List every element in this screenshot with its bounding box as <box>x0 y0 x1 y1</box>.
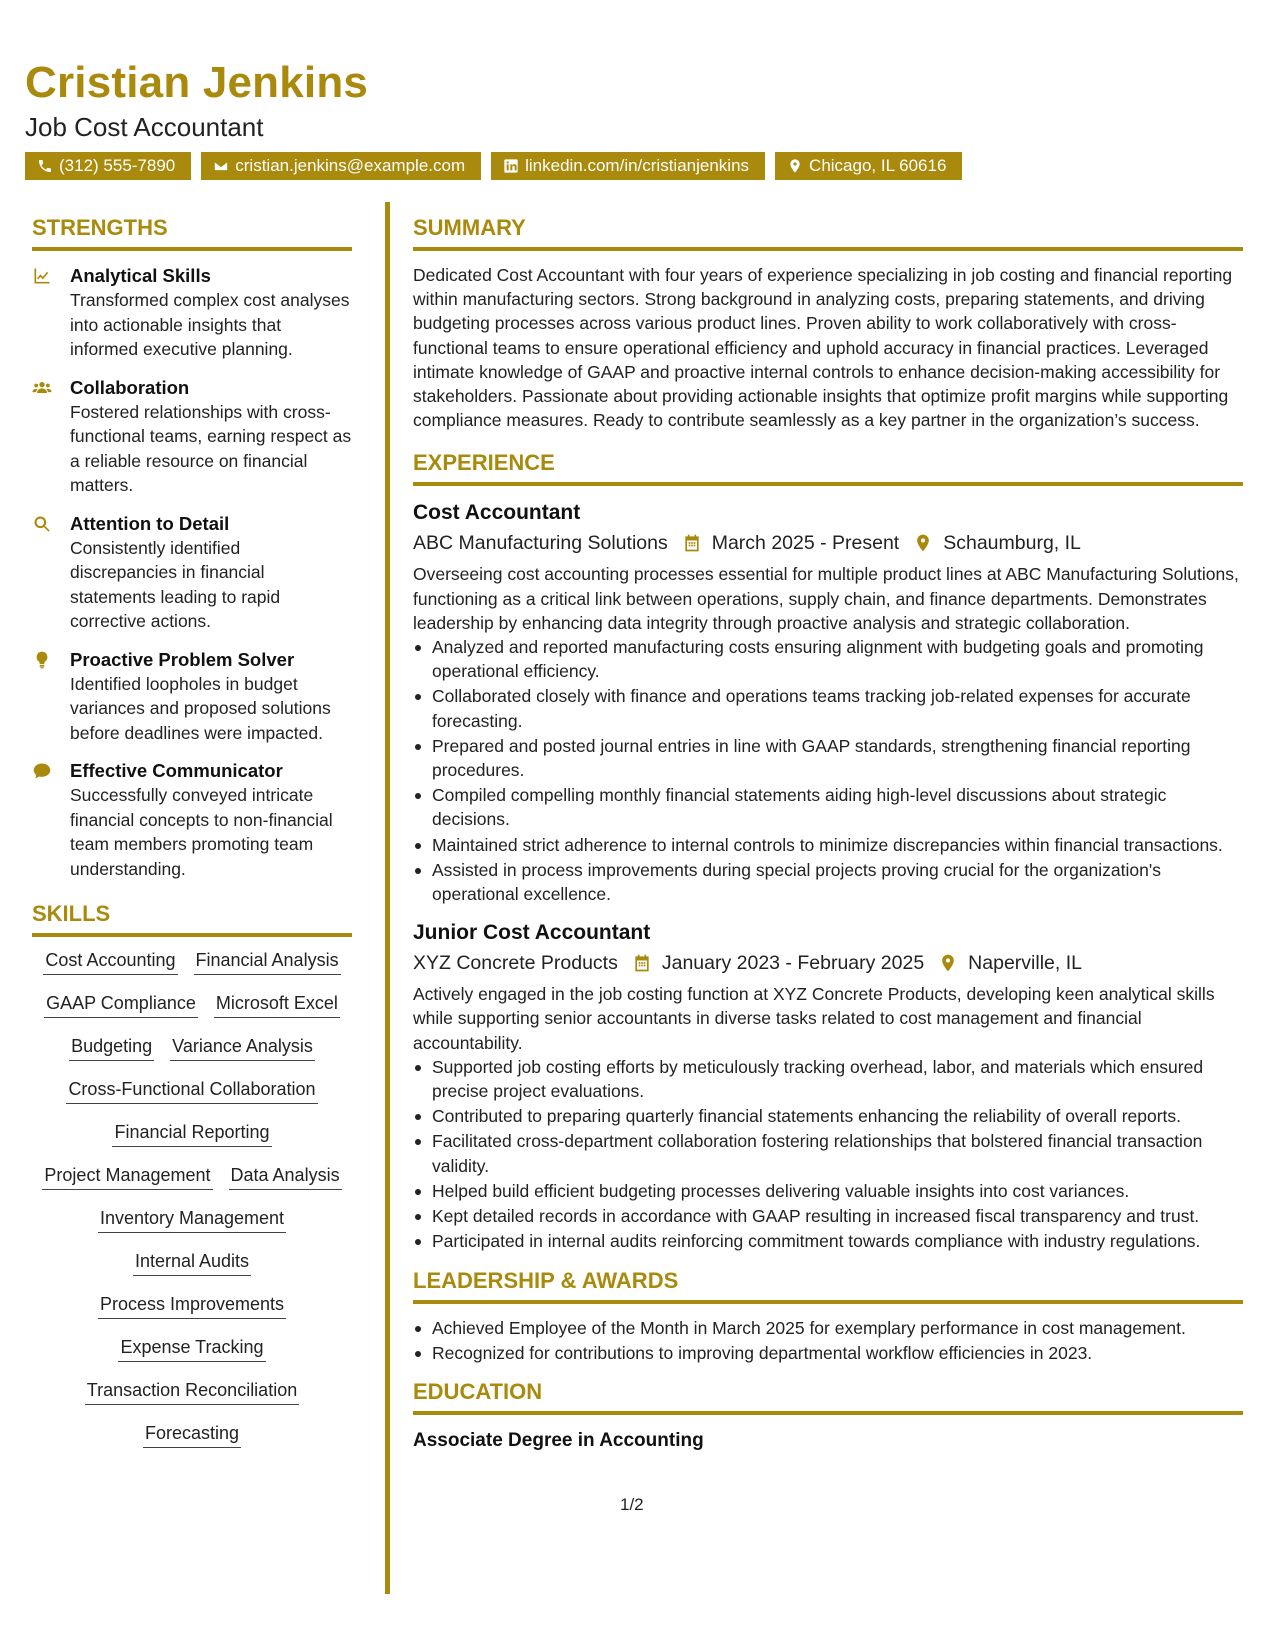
job-bullets <box>413 635 1243 906</box>
left-column <box>32 215 352 1465</box>
skills-list <box>32 949 352 1465</box>
education-degree: Associate Degree in Accounting <box>413 1429 704 1451</box>
strength-title: Collaboration <box>70 376 190 398</box>
education-heading: EDUCATION <box>413 1379 1243 1415</box>
strength-description: Consistently identified discrepancies in financial statements leading to rapid corrective actions. <box>70 537 281 631</box>
job-bullet: Prepared and posted journal entries in line with GAAP standards, strengthening financial reporting procedures. <box>413 734 1243 782</box>
lightbulb-icon <box>32 647 70 746</box>
strength-description: Successfully conveyed intricate financial concepts to non-financial team members promoting team understanding. <box>70 785 333 879</box>
right-column <box>413 215 1243 1455</box>
map-pin-icon <box>938 953 958 973</box>
skill-tag: Inventory Management <box>98 1207 286 1233</box>
skill-tag: Internal Audits <box>133 1250 251 1276</box>
skill-tag: Forecasting <box>143 1422 241 1448</box>
skill-tag: Cost Accounting <box>43 949 177 975</box>
job-bullet: Analyzed and reported manufacturing costs ensuring alignment with budgeting goals and promoting operational efficiency. <box>413 635 1243 683</box>
map-pin-icon <box>787 158 803 174</box>
job-bullet: Supported job costing efforts by meticulously tracking overhead, labor, and materials which ensured precise project evaluations. <box>413 1055 1243 1103</box>
candidate-title: Job Cost Accountant <box>25 112 264 142</box>
skill-tag: Financial Analysis <box>194 949 341 975</box>
job-bullet: Assisted in process improvements during special projects proving crucial for the organization's operational excellence. <box>413 858 1243 906</box>
speech-bubble-icon <box>32 758 70 881</box>
job-bullet: Participated in internal audits reinforcing commitment towards compliance with industry regulations. <box>413 1229 1243 1253</box>
calendar-icon <box>682 533 702 553</box>
strength-description: Fostered relationships with cross-functional teams, earning respect as a reliable resource on financial matters. <box>70 401 352 495</box>
chart-line-icon <box>32 263 70 362</box>
job-description: Actively engaged in the job costing function at XYZ Concrete Products, developing keen analytical skills while supporting senior accountants in diverse tasks related to cost management and financial accountability. <box>413 984 1215 1053</box>
strengths-heading: STRENGTHS <box>32 215 352 251</box>
skill-tag: GAAP Compliance <box>44 992 198 1018</box>
job-dates: March 2025 - Present <box>711 532 900 555</box>
linkedin-icon <box>503 158 519 174</box>
map-pin-icon <box>913 533 933 553</box>
contact-email[interactable] <box>201 152 481 180</box>
contact-phone-text: (312) 555-7890 <box>59 156 176 175</box>
skill-tag: Cross-Functional Collaboration <box>66 1078 317 1104</box>
leadership-heading: LEADERSHIP & AWARDS <box>413 1268 1243 1304</box>
job-bullet: Facilitated cross-department collaboration fostering relationships that bolstered financial transaction validity. <box>413 1129 1243 1177</box>
contact-bar <box>25 152 962 180</box>
leadership-item: Achieved Employee of the Month in March 2025 for exemplary performance in cost management. <box>413 1316 1243 1340</box>
job-bullet: Helped build efficient budgeting processes delivering valuable insights into cost variances. <box>413 1179 1243 1203</box>
envelope-icon <box>213 158 229 174</box>
job-meta <box>413 948 1243 978</box>
strength-title: Effective Communicator <box>70 760 283 781</box>
contact-phone[interactable] <box>25 152 191 180</box>
job-location: Naperville, IL <box>968 952 1082 975</box>
job-dates: January 2023 - February 2025 <box>661 952 925 975</box>
strength-item <box>32 263 352 362</box>
job-bullets <box>413 1055 1243 1254</box>
job-bullet: Collaborated closely with finance and operations teams tracking job-related expenses for accurate forecasting. <box>413 684 1243 732</box>
contact-linkedin-text: linkedin.com/in/cristianjenkins <box>525 156 750 175</box>
skill-tag: Financial Reporting <box>112 1121 271 1147</box>
search-icon <box>32 511 70 634</box>
column-divider <box>385 202 390 1594</box>
summary-text: Dedicated Cost Accountant with four years of experience specializing in job costing and financial reporting within manufacturing sectors. Strong background in analyzing costs, preparing statements, and driving budgeting processes across various product lines. Proven ability to work collaboratively with cross-functional teams to ensure operational efficiency and uphold accuracy in financial practices. Leveraged intimate knowledge of GAAP and proactive internal controls to enhance decision-making accessibility for stakeholders. Passionate about providing actionable insights that optimize profit margins while supporting compliance measures. Ready to contribute seamlessly as a key partner in the organization’s success. <box>413 265 1233 431</box>
experience-heading: EXPERIENCE <box>413 450 1243 486</box>
skill-tag: Data Analysis <box>229 1164 342 1190</box>
contact-linkedin[interactable] <box>491 152 765 180</box>
job-entry <box>413 918 1243 1253</box>
summary-heading: SUMMARY <box>413 215 1243 251</box>
job-title: Junior Cost Accountant <box>413 921 651 945</box>
strength-title: Proactive Problem Solver <box>70 648 295 670</box>
skill-tag: Microsoft Excel <box>214 992 340 1018</box>
skills-heading: SKILLS <box>32 901 352 937</box>
leadership-list <box>413 1316 1243 1365</box>
job-bullet: Kept detailed records in accordance with GAAP resulting in increased fiscal transparency and trust. <box>413 1204 1243 1228</box>
strength-description: Identified loopholes in budget variances and proposed solutions before deadlines were impacted. <box>70 673 331 743</box>
phone-icon <box>37 158 53 174</box>
strength-title: Attention to Detail <box>70 512 230 534</box>
job-bullet: Contributed to preparing quarterly financial statements enhancing the reliability of overall reports. <box>413 1104 1243 1128</box>
job-entry <box>413 498 1243 906</box>
skill-tag: Expense Tracking <box>118 1336 265 1362</box>
skill-tag: Budgeting <box>69 1035 154 1061</box>
job-title: Cost Accountant <box>413 501 581 525</box>
skill-tag: Variance Analysis <box>170 1035 315 1061</box>
skill-tag: Process Improvements <box>98 1293 286 1319</box>
candidate-name: Cristian Jenkins <box>25 58 369 107</box>
strength-item <box>32 511 352 634</box>
skill-tag: Project Management <box>42 1164 212 1190</box>
leadership-item: Recognized for contributions to improving departmental workflow efficiencies in 2023. <box>413 1341 1243 1365</box>
strength-description: Transformed complex cost analyses into actionable insights that informed executive planning. <box>70 290 350 359</box>
job-description: Overseeing cost accounting processes essential for multiple product lines at ABC Manufacturing Solutions, functioning as a critical link between operations, supply chain, and finance departments. Demonstrates leadership by enhancing data integrity through proactive analysis and strategic collaboration. <box>413 564 1239 633</box>
contact-location-text: Chicago, IL 60616 <box>809 156 947 175</box>
job-bullet: Maintained strict adherence to internal controls to minimize discrepancies within financial transactions. <box>413 833 1243 857</box>
strength-title: Analytical Skills <box>70 265 211 286</box>
users-icon <box>32 375 70 498</box>
strength-item <box>32 647 352 746</box>
job-company: ABC Manufacturing Solutions <box>413 532 668 555</box>
job-bullet: Compiled compelling monthly financial statements aiding high-level discussions about strategic decisions. <box>413 783 1243 831</box>
calendar-icon <box>632 953 652 973</box>
job-company: XYZ Concrete Products <box>413 952 618 975</box>
skill-tag: Transaction Reconciliation <box>85 1379 299 1405</box>
strength-item <box>32 375 352 498</box>
contact-location <box>775 152 962 180</box>
job-location: Schaumburg, IL <box>943 532 1081 555</box>
strength-item <box>32 758 352 881</box>
job-meta <box>413 528 1243 558</box>
contact-email-text: cristian.jenkins@example.com <box>235 156 466 175</box>
page-number: 1/2 <box>620 1495 644 1514</box>
